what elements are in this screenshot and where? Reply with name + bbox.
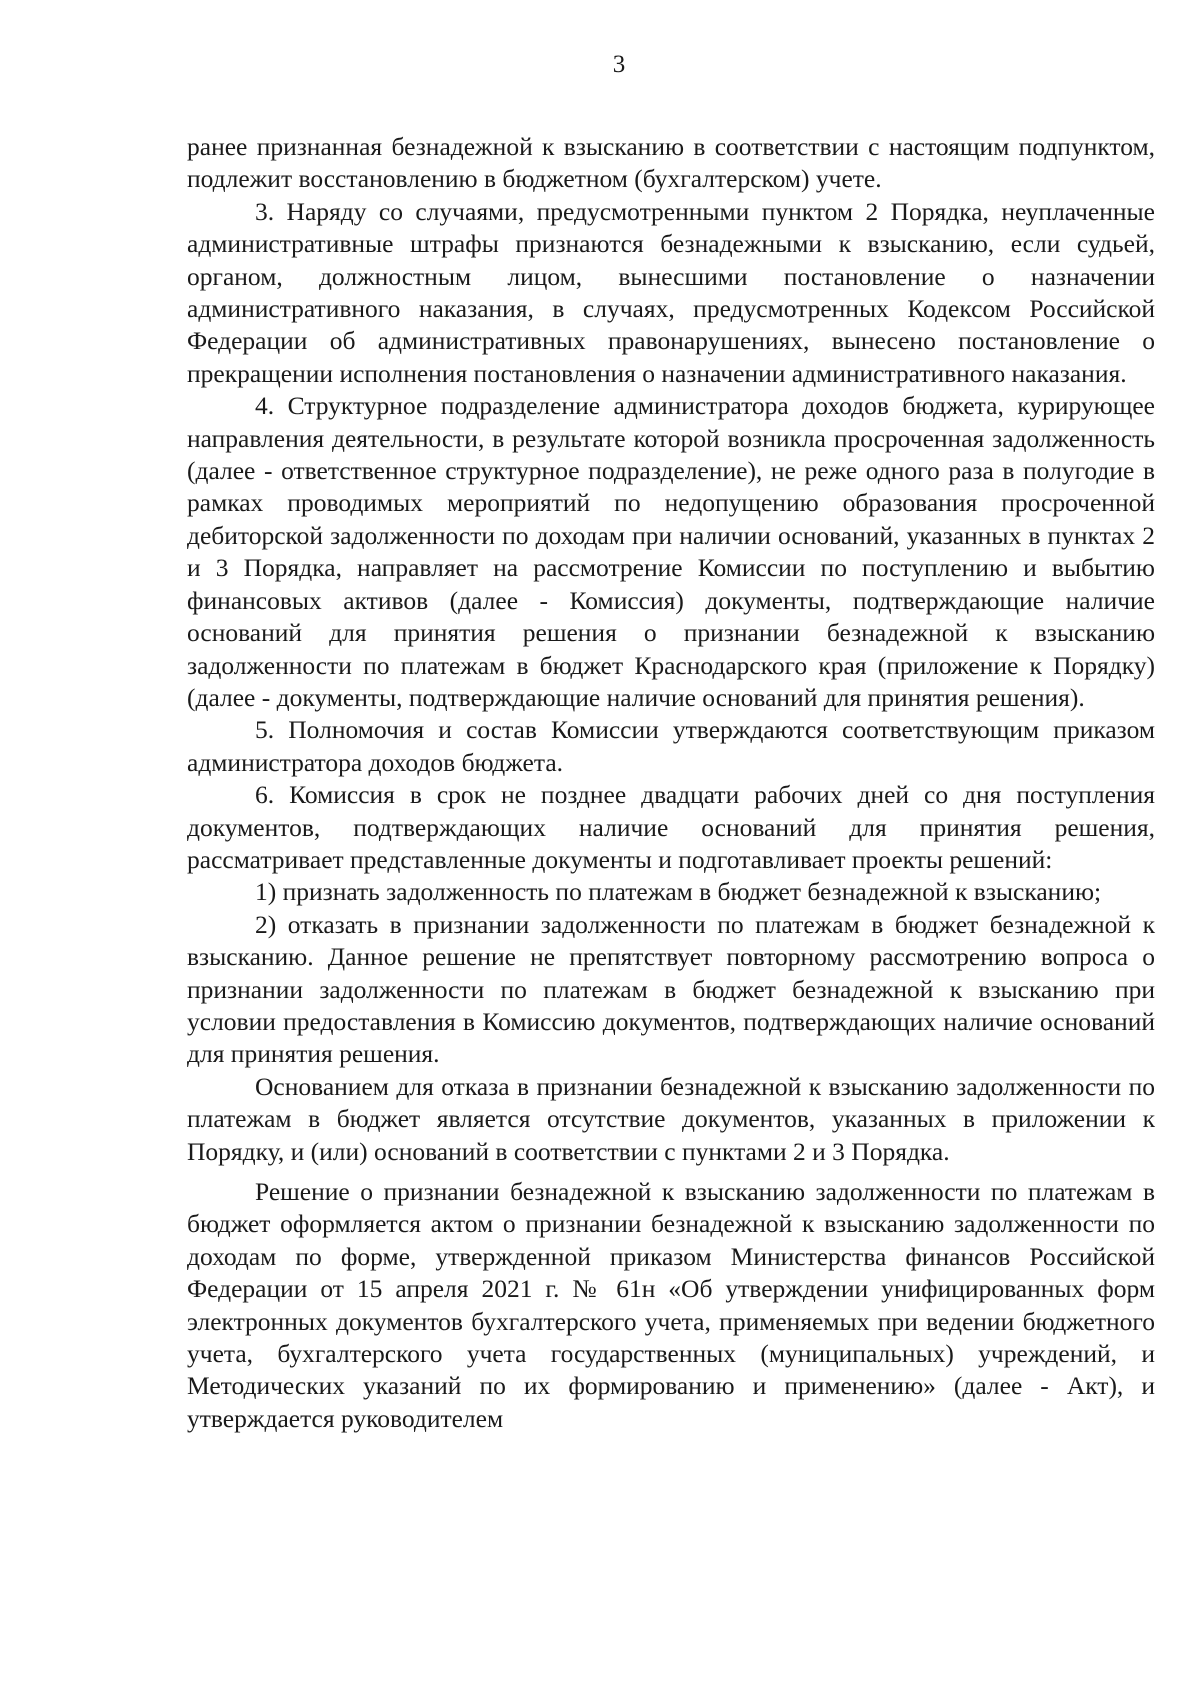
list-item-2: 2) отказать в признании задолженности по платежам в бюджет безнадежной к взысканию. Данное решение не препятствует повторному рассмотрению вопроса о признании задолженности по платежам в бюджет безнадежной к взысканию при условии предоставления в Комиссию документов, подтверждающих наличие оснований для принятия решения. (187, 909, 1155, 1069)
paragraph-refusal-grounds: Основанием для отказа в признании безнадежной к взысканию задолженности по платежам в бюджет является отсутствие документов, указанных в приложении к Порядку, и (или) оснований в соответствии с пунктами 2 и 3 Порядка. (187, 1071, 1155, 1166)
paragraph-continuation: ранее признанная безнадежной к взысканию в соответствии с настоящим подпунктом, подлежит восстановлению в бюджетном (бухгалтерском) учете. (187, 132, 1155, 194)
paragraph-item-5: 5. Полномочия и состав Комиссии утверждаются соответствующим приказом администратора доходов бюджета. (187, 715, 1155, 777)
page-number: 3 (612, 51, 626, 78)
paragraph-item-4: 4. Структурное подразделение администратора доходов бюджета, курирующее направления деятельности, в результате которой возникла просроченная задолженность (далее - ответственное структурное подразделение), не реже одного раза в полугодие в рамках проводимых мероприятий по недопущению образования просроченной дебиторской задолженности по доходам при наличии оснований, указанных в пунктах 2 и 3 Порядка, направляет на рассмотрение Комиссии по поступлению и выбытию финансовых активов (далее - Комиссия) документы, подтверждающие наличие оснований для принятия решения о признании безнадежной к взысканию задолженности по платежам в бюджет Краснодарского края (приложение к Порядку) (далее - документы, подтверждающие наличие оснований для принятия решения). (187, 391, 1155, 712)
paragraph-item-3: 3. Наряду со случаями, предусмотренными пунктом 2 Порядка, неуплаченные административные штрафы признаются безнадежными к взысканию, если судьей, органом, должностным лицом, вынесшими постановление о назначении административного наказания, в случаях, предусмотренных Кодексом Российской Федерации об административных правонарушениях, вынесено постановление о прекращении исполнения постановления о назначении административного наказания. (187, 196, 1155, 388)
paragraph-item-6: 6. Комиссия в срок не позднее двадцати рабочих дней со дня поступления документов, подтверждающих наличие оснований для принятия решения, рассматривает представленные документы и подготавливает проекты решений: (187, 780, 1155, 874)
paragraph-decision-act: Решение о признании безнадежной к взысканию задолженности по платежам в бюджет оформляется актом о признании безнадежной к взысканию задолженности по доходам по форме, утвержденной приказом Министерства финансов Российской Федерации от 15 апреля 2021 г. № 61н «Об утверждении унифицированных форм электронных документов бухгалтерского учета, применяемых при ведении бюджетного учета, бухгалтерского учета государственных (муниципальных) учреждений, и Методических указаний по их формированию и применению» (далее - Акт), и утверждается руководителем (187, 1177, 1155, 1433)
list-item-1: 1) признать задолженность по платежам в бюджет безнадежной к взысканию; (255, 877, 1102, 907)
document-body (187, 131, 1155, 1435)
